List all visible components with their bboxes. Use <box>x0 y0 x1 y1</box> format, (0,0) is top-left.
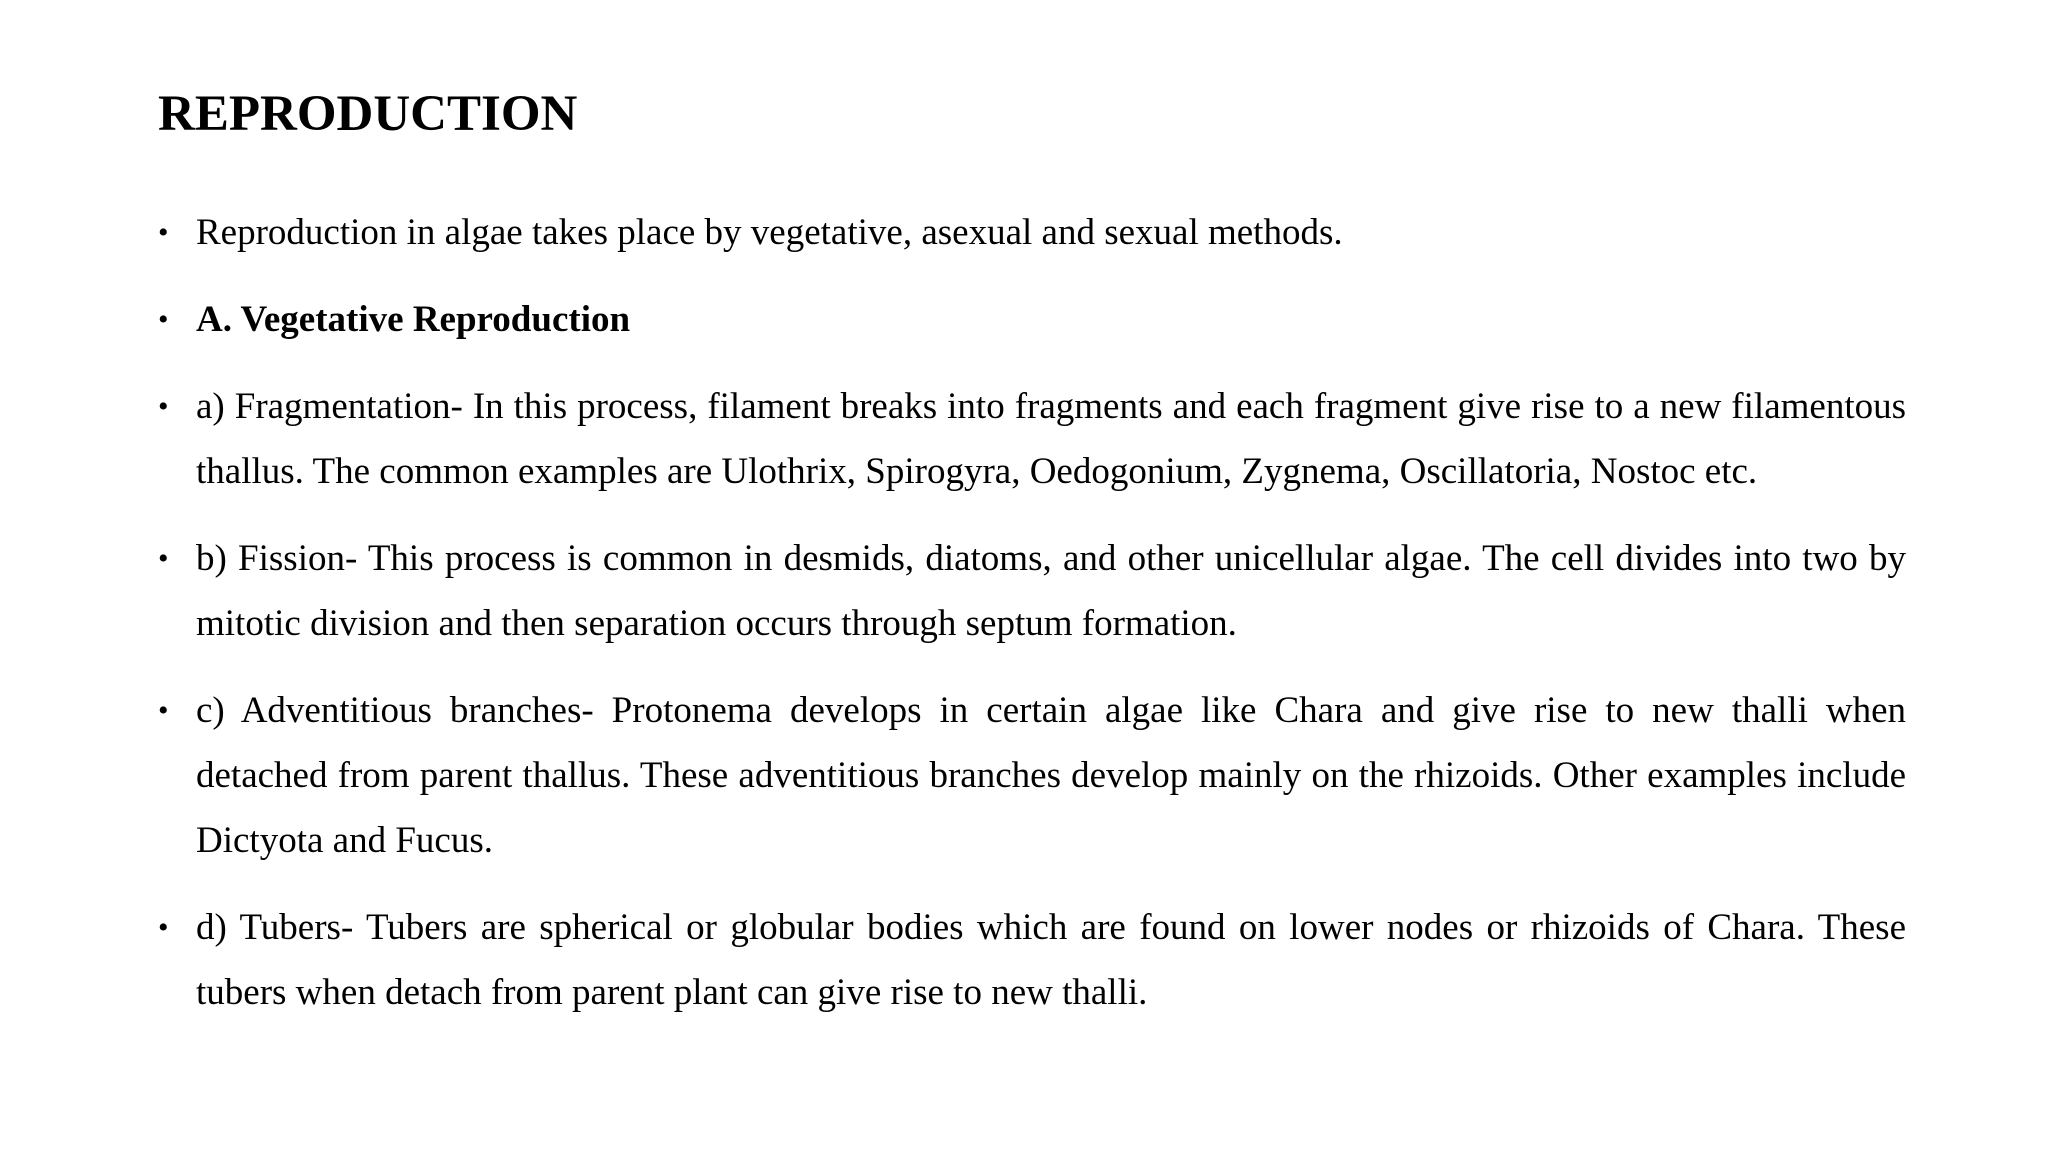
bullet-icon: • <box>158 694 169 727</box>
bullet-item-adventitious-branches <box>158 678 1906 873</box>
bullet-icon: • <box>158 216 169 249</box>
bullet-text: d) Tubers- Tubers are spherical or globular bodies which are found on lower nodes or rhizoids of Chara. These tubers when detach from parent plant can give rise to new thalli. <box>196 907 1906 1013</box>
bullet-item-tubers <box>158 895 1906 1025</box>
bullet-icon: • <box>158 911 169 944</box>
bullet-text: c) Adventitious branches- Protonema develops in certain algae like Chara and give rise to new thalli when detached from parent thallus. These adventitious branches develop mainly on the rhizoids. Other examples include Dictyota and Fucus. <box>196 690 1906 861</box>
bullet-icon: • <box>158 390 169 423</box>
bullet-item-fragmentation <box>158 374 1906 504</box>
slide-title: REPRODUCTION <box>158 86 578 142</box>
bullet-icon: • <box>158 542 169 575</box>
bullet-item-intro <box>158 200 1906 265</box>
bullet-text: b) Fission- This process is common in desmids, diatoms, and other unicellular algae. The cell divides into two by mitotic division and then separation occurs through septum formation. <box>196 538 1906 644</box>
bullet-item-fission <box>158 526 1906 656</box>
bullet-text: a) Fragmentation- In this process, filament breaks into fragments and each fragment give rise to a new filamentous thallus. The common examples are Ulothrix, Spirogyra, Oedogonium, Zygnema, Oscillatoria, Nostoc etc. <box>196 386 1906 492</box>
section-heading: A. Vegetative Reproduction <box>196 299 631 340</box>
bullet-icon: • <box>158 303 169 336</box>
bullet-list <box>158 200 1906 1047</box>
bullet-item-vegetative-heading <box>158 287 1906 352</box>
bullet-text: Reproduction in algae takes place by vegetative, asexual and sexual methods. <box>196 212 1343 253</box>
